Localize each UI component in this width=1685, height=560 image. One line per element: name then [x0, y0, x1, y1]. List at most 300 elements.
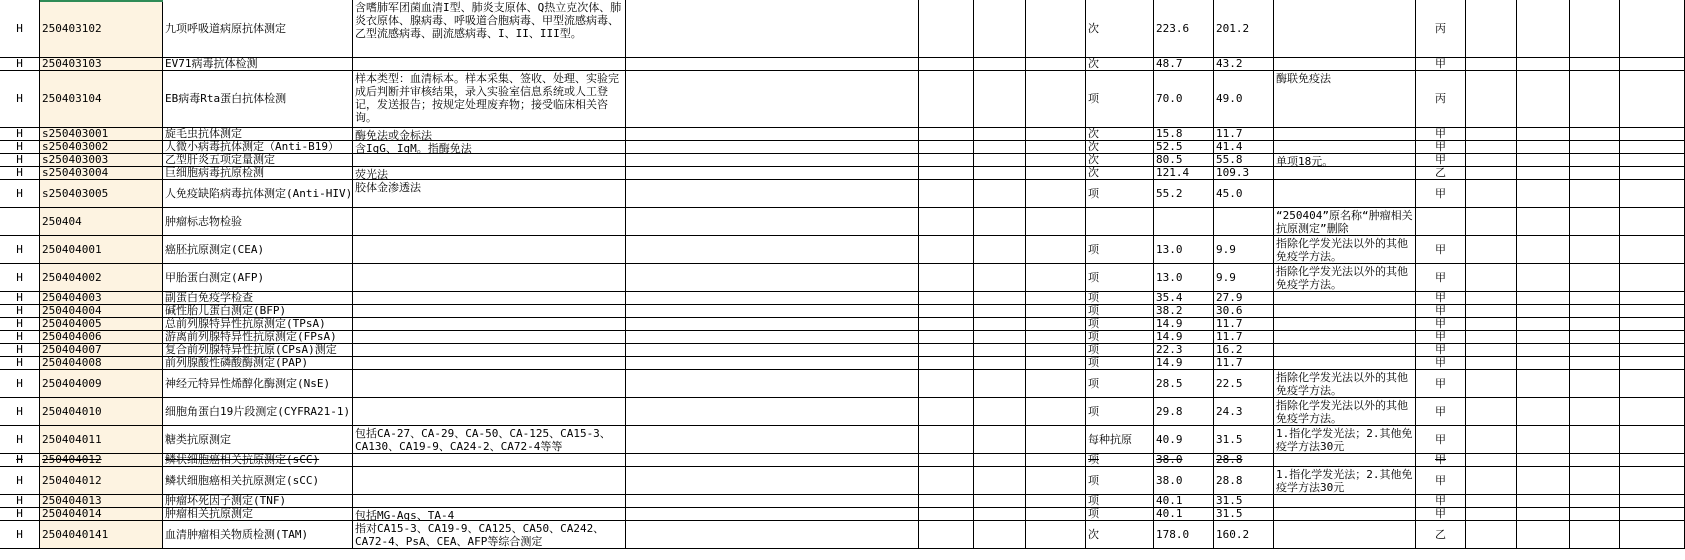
cell-name[interactable] — [163, 521, 353, 548]
cell-e2[interactable] — [919, 154, 974, 166]
cell-unit[interactable] — [1086, 318, 1154, 330]
cell-unit[interactable] — [1086, 71, 1154, 127]
table-row[interactable] — [0, 128, 1685, 141]
cell-grade[interactable] — [1416, 141, 1466, 153]
cell-e7[interactable] — [1570, 167, 1620, 179]
cell-e8[interactable] — [1620, 71, 1685, 127]
cell-e1[interactable] — [626, 264, 919, 291]
cell-e8[interactable] — [1620, 398, 1685, 425]
cell-p1[interactable] — [1154, 58, 1214, 70]
cell-e2[interactable] — [919, 454, 974, 466]
cell-e1[interactable] — [626, 331, 919, 343]
cell-grade[interactable] — [1416, 208, 1466, 235]
cell-e3[interactable] — [974, 58, 1026, 70]
cell-e3[interactable] — [974, 467, 1026, 494]
cell-e4[interactable] — [1026, 167, 1086, 179]
cell-e5[interactable] — [1466, 398, 1517, 425]
cell-e4[interactable] — [1026, 344, 1086, 356]
cell-e8[interactable] — [1620, 521, 1685, 548]
cell-e2[interactable] — [919, 370, 974, 397]
cell-name[interactable] — [163, 495, 353, 507]
cell-e5[interactable] — [1466, 454, 1517, 466]
cell-desc[interactable] — [353, 521, 626, 548]
cell-p2[interactable] — [1214, 305, 1274, 317]
cell-e1[interactable] — [626, 344, 919, 356]
cell-e5[interactable] — [1466, 58, 1517, 70]
cell-note[interactable] — [1274, 180, 1416, 207]
cell-note[interactable] — [1274, 292, 1416, 304]
cell-name[interactable] — [163, 318, 353, 330]
cell-e2[interactable] — [919, 71, 974, 127]
cell-grade[interactable] — [1416, 0, 1466, 57]
cell-desc[interactable] — [353, 236, 626, 263]
cell-p1[interactable] — [1154, 398, 1214, 425]
cell-code[interactable] — [40, 508, 163, 520]
cell-grade[interactable] — [1416, 71, 1466, 127]
cell-cat[interactable] — [0, 495, 40, 507]
cell-e7[interactable] — [1570, 208, 1620, 235]
cell-note[interactable] — [1274, 344, 1416, 356]
cell-e1[interactable] — [626, 305, 919, 317]
cell-e2[interactable] — [919, 426, 974, 453]
cell-code[interactable] — [40, 71, 163, 127]
cell-e2[interactable] — [919, 0, 974, 57]
table-row[interactable] — [0, 58, 1685, 71]
cell-p2[interactable] — [1214, 398, 1274, 425]
cell-e2[interactable] — [919, 467, 974, 494]
cell-grade[interactable] — [1416, 370, 1466, 397]
cell-unit[interactable] — [1086, 154, 1154, 166]
cell-e6[interactable] — [1517, 128, 1570, 140]
cell-cat[interactable] — [0, 0, 40, 57]
cell-e7[interactable] — [1570, 236, 1620, 263]
cell-code[interactable] — [40, 495, 163, 507]
cell-code[interactable] — [40, 454, 163, 466]
cell-desc[interactable] — [353, 208, 626, 235]
cell-name[interactable] — [163, 305, 353, 317]
cell-grade[interactable] — [1416, 236, 1466, 263]
cell-p1[interactable] — [1154, 264, 1214, 291]
cell-e6[interactable] — [1517, 370, 1570, 397]
cell-grade[interactable] — [1416, 305, 1466, 317]
cell-e6[interactable] — [1517, 154, 1570, 166]
cell-p2[interactable] — [1214, 141, 1274, 153]
cell-e1[interactable] — [626, 71, 919, 127]
cell-desc[interactable] — [353, 467, 626, 494]
cell-e6[interactable] — [1517, 344, 1570, 356]
cell-e6[interactable] — [1517, 508, 1570, 520]
cell-unit[interactable] — [1086, 167, 1154, 179]
cell-p1[interactable] — [1154, 370, 1214, 397]
cell-e6[interactable] — [1517, 58, 1570, 70]
cell-code[interactable] — [40, 305, 163, 317]
cell-cat[interactable] — [0, 318, 40, 330]
cell-e6[interactable] — [1517, 167, 1570, 179]
cell-p1[interactable] — [1154, 495, 1214, 507]
cell-desc[interactable] — [353, 58, 626, 70]
cell-e3[interactable] — [974, 398, 1026, 425]
cell-e6[interactable] — [1517, 331, 1570, 343]
cell-desc[interactable] — [353, 370, 626, 397]
cell-unit[interactable] — [1086, 236, 1154, 263]
cell-unit[interactable] — [1086, 426, 1154, 453]
cell-p1[interactable] — [1154, 141, 1214, 153]
cell-e7[interactable] — [1570, 357, 1620, 369]
cell-desc[interactable] — [353, 454, 626, 466]
cell-e5[interactable] — [1466, 426, 1517, 453]
cell-name[interactable] — [163, 398, 353, 425]
cell-e2[interactable] — [919, 208, 974, 235]
table-row[interactable] — [0, 141, 1685, 154]
cell-p2[interactable] — [1214, 154, 1274, 166]
table-row[interactable] — [0, 357, 1685, 370]
cell-e4[interactable] — [1026, 508, 1086, 520]
cell-e8[interactable] — [1620, 167, 1685, 179]
cell-e3[interactable] — [974, 318, 1026, 330]
cell-e4[interactable] — [1026, 58, 1086, 70]
cell-e2[interactable] — [919, 318, 974, 330]
cell-e8[interactable] — [1620, 0, 1685, 57]
cell-cat[interactable] — [0, 426, 40, 453]
cell-note[interactable] — [1274, 305, 1416, 317]
cell-desc[interactable] — [353, 344, 626, 356]
cell-e1[interactable] — [626, 58, 919, 70]
cell-desc[interactable] — [353, 128, 626, 140]
cell-desc[interactable] — [353, 264, 626, 291]
cell-e2[interactable] — [919, 331, 974, 343]
cell-grade[interactable] — [1416, 180, 1466, 207]
cell-grade[interactable] — [1416, 344, 1466, 356]
cell-p1[interactable] — [1154, 331, 1214, 343]
table-row[interactable] — [0, 0, 1685, 58]
cell-e2[interactable] — [919, 141, 974, 153]
table-row[interactable] — [0, 344, 1685, 357]
cell-unit[interactable] — [1086, 508, 1154, 520]
cell-desc[interactable] — [353, 180, 626, 207]
cell-p2[interactable] — [1214, 318, 1274, 330]
cell-p1[interactable] — [1154, 236, 1214, 263]
cell-e5[interactable] — [1466, 292, 1517, 304]
cell-e5[interactable] — [1466, 495, 1517, 507]
cell-e6[interactable] — [1517, 264, 1570, 291]
table-row[interactable] — [0, 370, 1685, 398]
cell-note[interactable] — [1274, 208, 1416, 235]
cell-code[interactable] — [40, 264, 163, 291]
cell-e2[interactable] — [919, 495, 974, 507]
cell-p2[interactable] — [1214, 292, 1274, 304]
cell-e8[interactable] — [1620, 508, 1685, 520]
cell-name[interactable] — [163, 71, 353, 127]
cell-e5[interactable] — [1466, 236, 1517, 263]
cell-e4[interactable] — [1026, 331, 1086, 343]
cell-unit[interactable] — [1086, 292, 1154, 304]
table-row[interactable] — [0, 236, 1685, 264]
cell-e7[interactable] — [1570, 58, 1620, 70]
cell-p2[interactable] — [1214, 370, 1274, 397]
cell-e6[interactable] — [1517, 236, 1570, 263]
table-row[interactable] — [0, 180, 1685, 208]
cell-code[interactable] — [40, 167, 163, 179]
cell-code[interactable] — [40, 141, 163, 153]
cell-p1[interactable] — [1154, 0, 1214, 57]
cell-note[interactable] — [1274, 318, 1416, 330]
cell-e8[interactable] — [1620, 318, 1685, 330]
cell-e3[interactable] — [974, 344, 1026, 356]
cell-e3[interactable] — [974, 71, 1026, 127]
cell-e7[interactable] — [1570, 426, 1620, 453]
cell-e6[interactable] — [1517, 208, 1570, 235]
cell-e1[interactable] — [626, 318, 919, 330]
table-row[interactable] — [0, 331, 1685, 344]
cell-p1[interactable] — [1154, 167, 1214, 179]
cell-e6[interactable] — [1517, 467, 1570, 494]
cell-grade[interactable] — [1416, 154, 1466, 166]
cell-desc[interactable] — [353, 508, 626, 520]
cell-name[interactable] — [163, 236, 353, 263]
cell-name[interactable] — [163, 467, 353, 494]
cell-p1[interactable] — [1154, 521, 1214, 548]
cell-e8[interactable] — [1620, 58, 1685, 70]
cell-e2[interactable] — [919, 167, 974, 179]
cell-e7[interactable] — [1570, 154, 1620, 166]
table-row[interactable] — [0, 292, 1685, 305]
cell-e5[interactable] — [1466, 141, 1517, 153]
cell-e4[interactable] — [1026, 398, 1086, 425]
cell-cat[interactable] — [0, 292, 40, 304]
cell-p2[interactable] — [1214, 208, 1274, 235]
cell-e4[interactable] — [1026, 180, 1086, 207]
cell-note[interactable] — [1274, 71, 1416, 127]
cell-p1[interactable] — [1154, 128, 1214, 140]
cell-e5[interactable] — [1466, 508, 1517, 520]
cell-grade[interactable] — [1416, 454, 1466, 466]
cell-desc[interactable] — [353, 167, 626, 179]
cell-p2[interactable] — [1214, 357, 1274, 369]
cell-e5[interactable] — [1466, 331, 1517, 343]
cell-e2[interactable] — [919, 357, 974, 369]
cell-e7[interactable] — [1570, 508, 1620, 520]
cell-code[interactable] — [40, 154, 163, 166]
cell-e3[interactable] — [974, 154, 1026, 166]
cell-code[interactable] — [40, 370, 163, 397]
cell-e4[interactable] — [1026, 208, 1086, 235]
cell-p2[interactable] — [1214, 264, 1274, 291]
cell-e1[interactable] — [626, 0, 919, 57]
cell-e6[interactable] — [1517, 0, 1570, 57]
cell-cat[interactable] — [0, 208, 40, 235]
cell-e2[interactable] — [919, 236, 974, 263]
cell-e3[interactable] — [974, 357, 1026, 369]
cell-e8[interactable] — [1620, 208, 1685, 235]
cell-unit[interactable] — [1086, 305, 1154, 317]
cell-e7[interactable] — [1570, 521, 1620, 548]
table-row[interactable] — [0, 398, 1685, 426]
cell-e1[interactable] — [626, 236, 919, 263]
cell-e3[interactable] — [974, 370, 1026, 397]
cell-name[interactable] — [163, 0, 353, 57]
cell-note[interactable] — [1274, 0, 1416, 57]
cell-p1[interactable] — [1154, 292, 1214, 304]
cell-e5[interactable] — [1466, 521, 1517, 548]
cell-e1[interactable] — [626, 141, 919, 153]
cell-cat[interactable] — [0, 58, 40, 70]
cell-e7[interactable] — [1570, 128, 1620, 140]
cell-e8[interactable] — [1620, 264, 1685, 291]
cell-cat[interactable] — [0, 370, 40, 397]
cell-e1[interactable] — [626, 454, 919, 466]
cell-code[interactable] — [40, 318, 163, 330]
cell-e5[interactable] — [1466, 318, 1517, 330]
cell-cat[interactable] — [0, 357, 40, 369]
cell-unit[interactable] — [1086, 357, 1154, 369]
cell-unit[interactable] — [1086, 0, 1154, 57]
cell-cat[interactable] — [0, 71, 40, 127]
cell-cat[interactable] — [0, 508, 40, 520]
cell-e6[interactable] — [1517, 521, 1570, 548]
cell-name[interactable] — [163, 344, 353, 356]
cell-code[interactable] — [40, 467, 163, 494]
cell-name[interactable] — [163, 58, 353, 70]
cell-e1[interactable] — [626, 180, 919, 207]
cell-code[interactable] — [40, 180, 163, 207]
cell-p1[interactable] — [1154, 208, 1214, 235]
cell-p1[interactable] — [1154, 180, 1214, 207]
cell-e6[interactable] — [1517, 180, 1570, 207]
cell-desc[interactable] — [353, 71, 626, 127]
cell-code[interactable] — [40, 236, 163, 263]
cell-e7[interactable] — [1570, 331, 1620, 343]
cell-e2[interactable] — [919, 292, 974, 304]
cell-e4[interactable] — [1026, 318, 1086, 330]
cell-p1[interactable] — [1154, 305, 1214, 317]
cell-note[interactable] — [1274, 141, 1416, 153]
cell-unit[interactable] — [1086, 521, 1154, 548]
cell-cat[interactable] — [0, 467, 40, 494]
cell-p2[interactable] — [1214, 426, 1274, 453]
cell-grade[interactable] — [1416, 467, 1466, 494]
cell-name[interactable] — [163, 370, 353, 397]
cell-code[interactable] — [40, 331, 163, 343]
cell-e3[interactable] — [974, 426, 1026, 453]
cell-e3[interactable] — [974, 521, 1026, 548]
cell-e4[interactable] — [1026, 236, 1086, 263]
cell-e6[interactable] — [1517, 398, 1570, 425]
cell-e3[interactable] — [974, 508, 1026, 520]
cell-e1[interactable] — [626, 154, 919, 166]
cell-name[interactable] — [163, 357, 353, 369]
cell-grade[interactable] — [1416, 318, 1466, 330]
cell-grade[interactable] — [1416, 495, 1466, 507]
cell-name[interactable] — [163, 264, 353, 291]
cell-code[interactable] — [40, 426, 163, 453]
cell-p2[interactable] — [1214, 454, 1274, 466]
cell-code[interactable] — [40, 398, 163, 425]
cell-grade[interactable] — [1416, 357, 1466, 369]
cell-p2[interactable] — [1214, 495, 1274, 507]
cell-unit[interactable] — [1086, 58, 1154, 70]
cell-p1[interactable] — [1154, 508, 1214, 520]
cell-p2[interactable] — [1214, 167, 1274, 179]
cell-e4[interactable] — [1026, 71, 1086, 127]
cell-note[interactable] — [1274, 154, 1416, 166]
cell-cat[interactable] — [0, 454, 40, 466]
table-row[interactable] — [0, 154, 1685, 167]
cell-note[interactable] — [1274, 454, 1416, 466]
table-row[interactable] — [0, 454, 1685, 467]
cell-unit[interactable] — [1086, 344, 1154, 356]
cell-note[interactable] — [1274, 370, 1416, 397]
cell-e5[interactable] — [1466, 154, 1517, 166]
cell-p2[interactable] — [1214, 331, 1274, 343]
table-row[interactable] — [0, 71, 1685, 128]
cell-e3[interactable] — [974, 208, 1026, 235]
cell-name[interactable] — [163, 141, 353, 153]
cell-e7[interactable] — [1570, 0, 1620, 57]
cell-p1[interactable] — [1154, 71, 1214, 127]
cell-e3[interactable] — [974, 292, 1026, 304]
cell-unit[interactable] — [1086, 264, 1154, 291]
cell-e3[interactable] — [974, 495, 1026, 507]
cell-e2[interactable] — [919, 180, 974, 207]
cell-e7[interactable] — [1570, 467, 1620, 494]
cell-e6[interactable] — [1517, 426, 1570, 453]
cell-note[interactable] — [1274, 495, 1416, 507]
cell-e8[interactable] — [1620, 331, 1685, 343]
cell-name[interactable] — [163, 128, 353, 140]
cell-unit[interactable] — [1086, 180, 1154, 207]
table-row[interactable] — [0, 495, 1685, 508]
cell-grade[interactable] — [1416, 398, 1466, 425]
cell-e6[interactable] — [1517, 454, 1570, 466]
cell-name[interactable] — [163, 331, 353, 343]
cell-name[interactable] — [163, 454, 353, 466]
cell-desc[interactable] — [353, 331, 626, 343]
cell-e8[interactable] — [1620, 180, 1685, 207]
cell-grade[interactable] — [1416, 426, 1466, 453]
cell-note[interactable] — [1274, 167, 1416, 179]
cell-cat[interactable] — [0, 264, 40, 291]
cell-e6[interactable] — [1517, 141, 1570, 153]
cell-e7[interactable] — [1570, 318, 1620, 330]
cell-grade[interactable] — [1416, 521, 1466, 548]
cell-e6[interactable] — [1517, 318, 1570, 330]
cell-e4[interactable] — [1026, 0, 1086, 57]
cell-e1[interactable] — [626, 357, 919, 369]
cell-e6[interactable] — [1517, 495, 1570, 507]
cell-e4[interactable] — [1026, 154, 1086, 166]
cell-e2[interactable] — [919, 344, 974, 356]
cell-e5[interactable] — [1466, 0, 1517, 57]
cell-e2[interactable] — [919, 58, 974, 70]
cell-e8[interactable] — [1620, 370, 1685, 397]
cell-p1[interactable] — [1154, 154, 1214, 166]
cell-note[interactable] — [1274, 128, 1416, 140]
cell-e5[interactable] — [1466, 180, 1517, 207]
cell-e5[interactable] — [1466, 128, 1517, 140]
cell-e7[interactable] — [1570, 264, 1620, 291]
cell-e1[interactable] — [626, 508, 919, 520]
cell-grade[interactable] — [1416, 167, 1466, 179]
cell-code[interactable] — [40, 292, 163, 304]
cell-cat[interactable] — [0, 180, 40, 207]
cell-unit[interactable] — [1086, 208, 1154, 235]
cell-e4[interactable] — [1026, 467, 1086, 494]
cell-e3[interactable] — [974, 128, 1026, 140]
cell-e1[interactable] — [626, 398, 919, 425]
cell-grade[interactable] — [1416, 264, 1466, 291]
cell-p2[interactable] — [1214, 467, 1274, 494]
cell-name[interactable] — [163, 292, 353, 304]
